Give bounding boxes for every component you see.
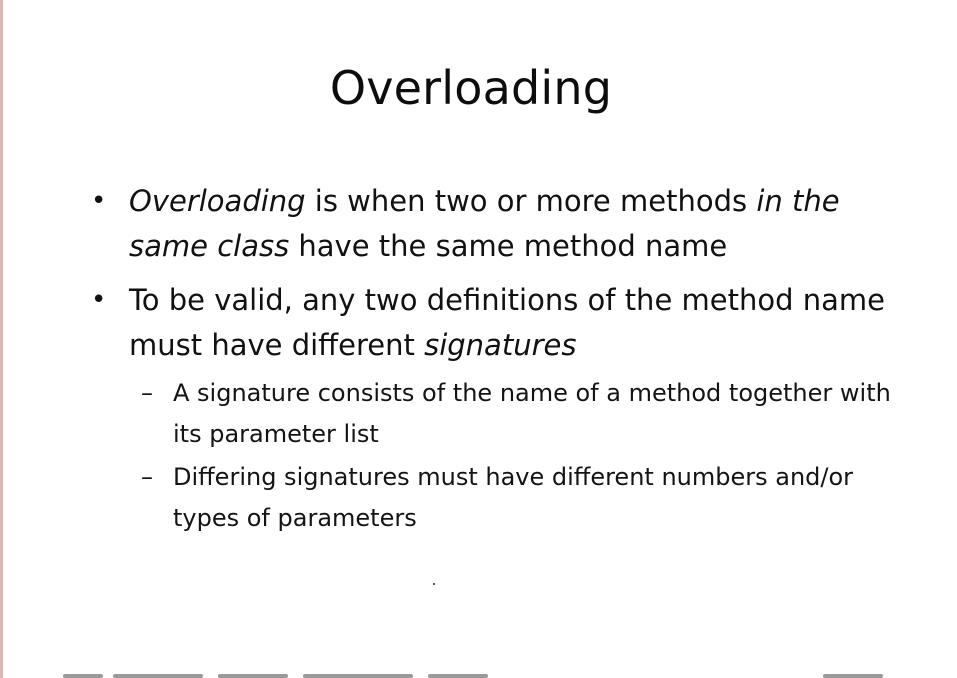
- bullet-item-2: [91, 278, 891, 368]
- bullet-1-run-3: in the same class: [129, 184, 840, 263]
- bullet-2-run-2: signatures: [424, 328, 577, 362]
- bullet-text-2: [129, 278, 891, 368]
- dash-icon: –: [141, 379, 153, 407]
- sub-bullet-item-2: [141, 457, 901, 539]
- slide-title: Overloading: [329, 61, 613, 115]
- sub-bullet-text-2: Differing signatures must have different numbers and/or types of parameters: [173, 463, 854, 532]
- stray-dot: [433, 583, 435, 585]
- bullet-item-1: [91, 179, 891, 269]
- bullet-icon: •: [91, 285, 107, 315]
- bullet-icon: •: [91, 186, 107, 216]
- bullet-text-1: [129, 179, 891, 269]
- dash-icon: –: [141, 463, 153, 491]
- next-slide-peek: [3, 670, 957, 678]
- bullet-2-run-1: To be valid, any two definitions of the method name must have different: [129, 283, 885, 362]
- bullet-1-run-1: Overloading: [129, 184, 306, 218]
- bullet-1-run-4: have the same method name: [289, 229, 728, 263]
- bullet-1-run-2: is when two or more methods: [305, 184, 757, 218]
- slide: [3, 0, 957, 678]
- sub-bullet-text-1: A signature consists of the name of a method together with its parameter list: [173, 379, 891, 448]
- sub-bullet-item-1: [141, 373, 901, 455]
